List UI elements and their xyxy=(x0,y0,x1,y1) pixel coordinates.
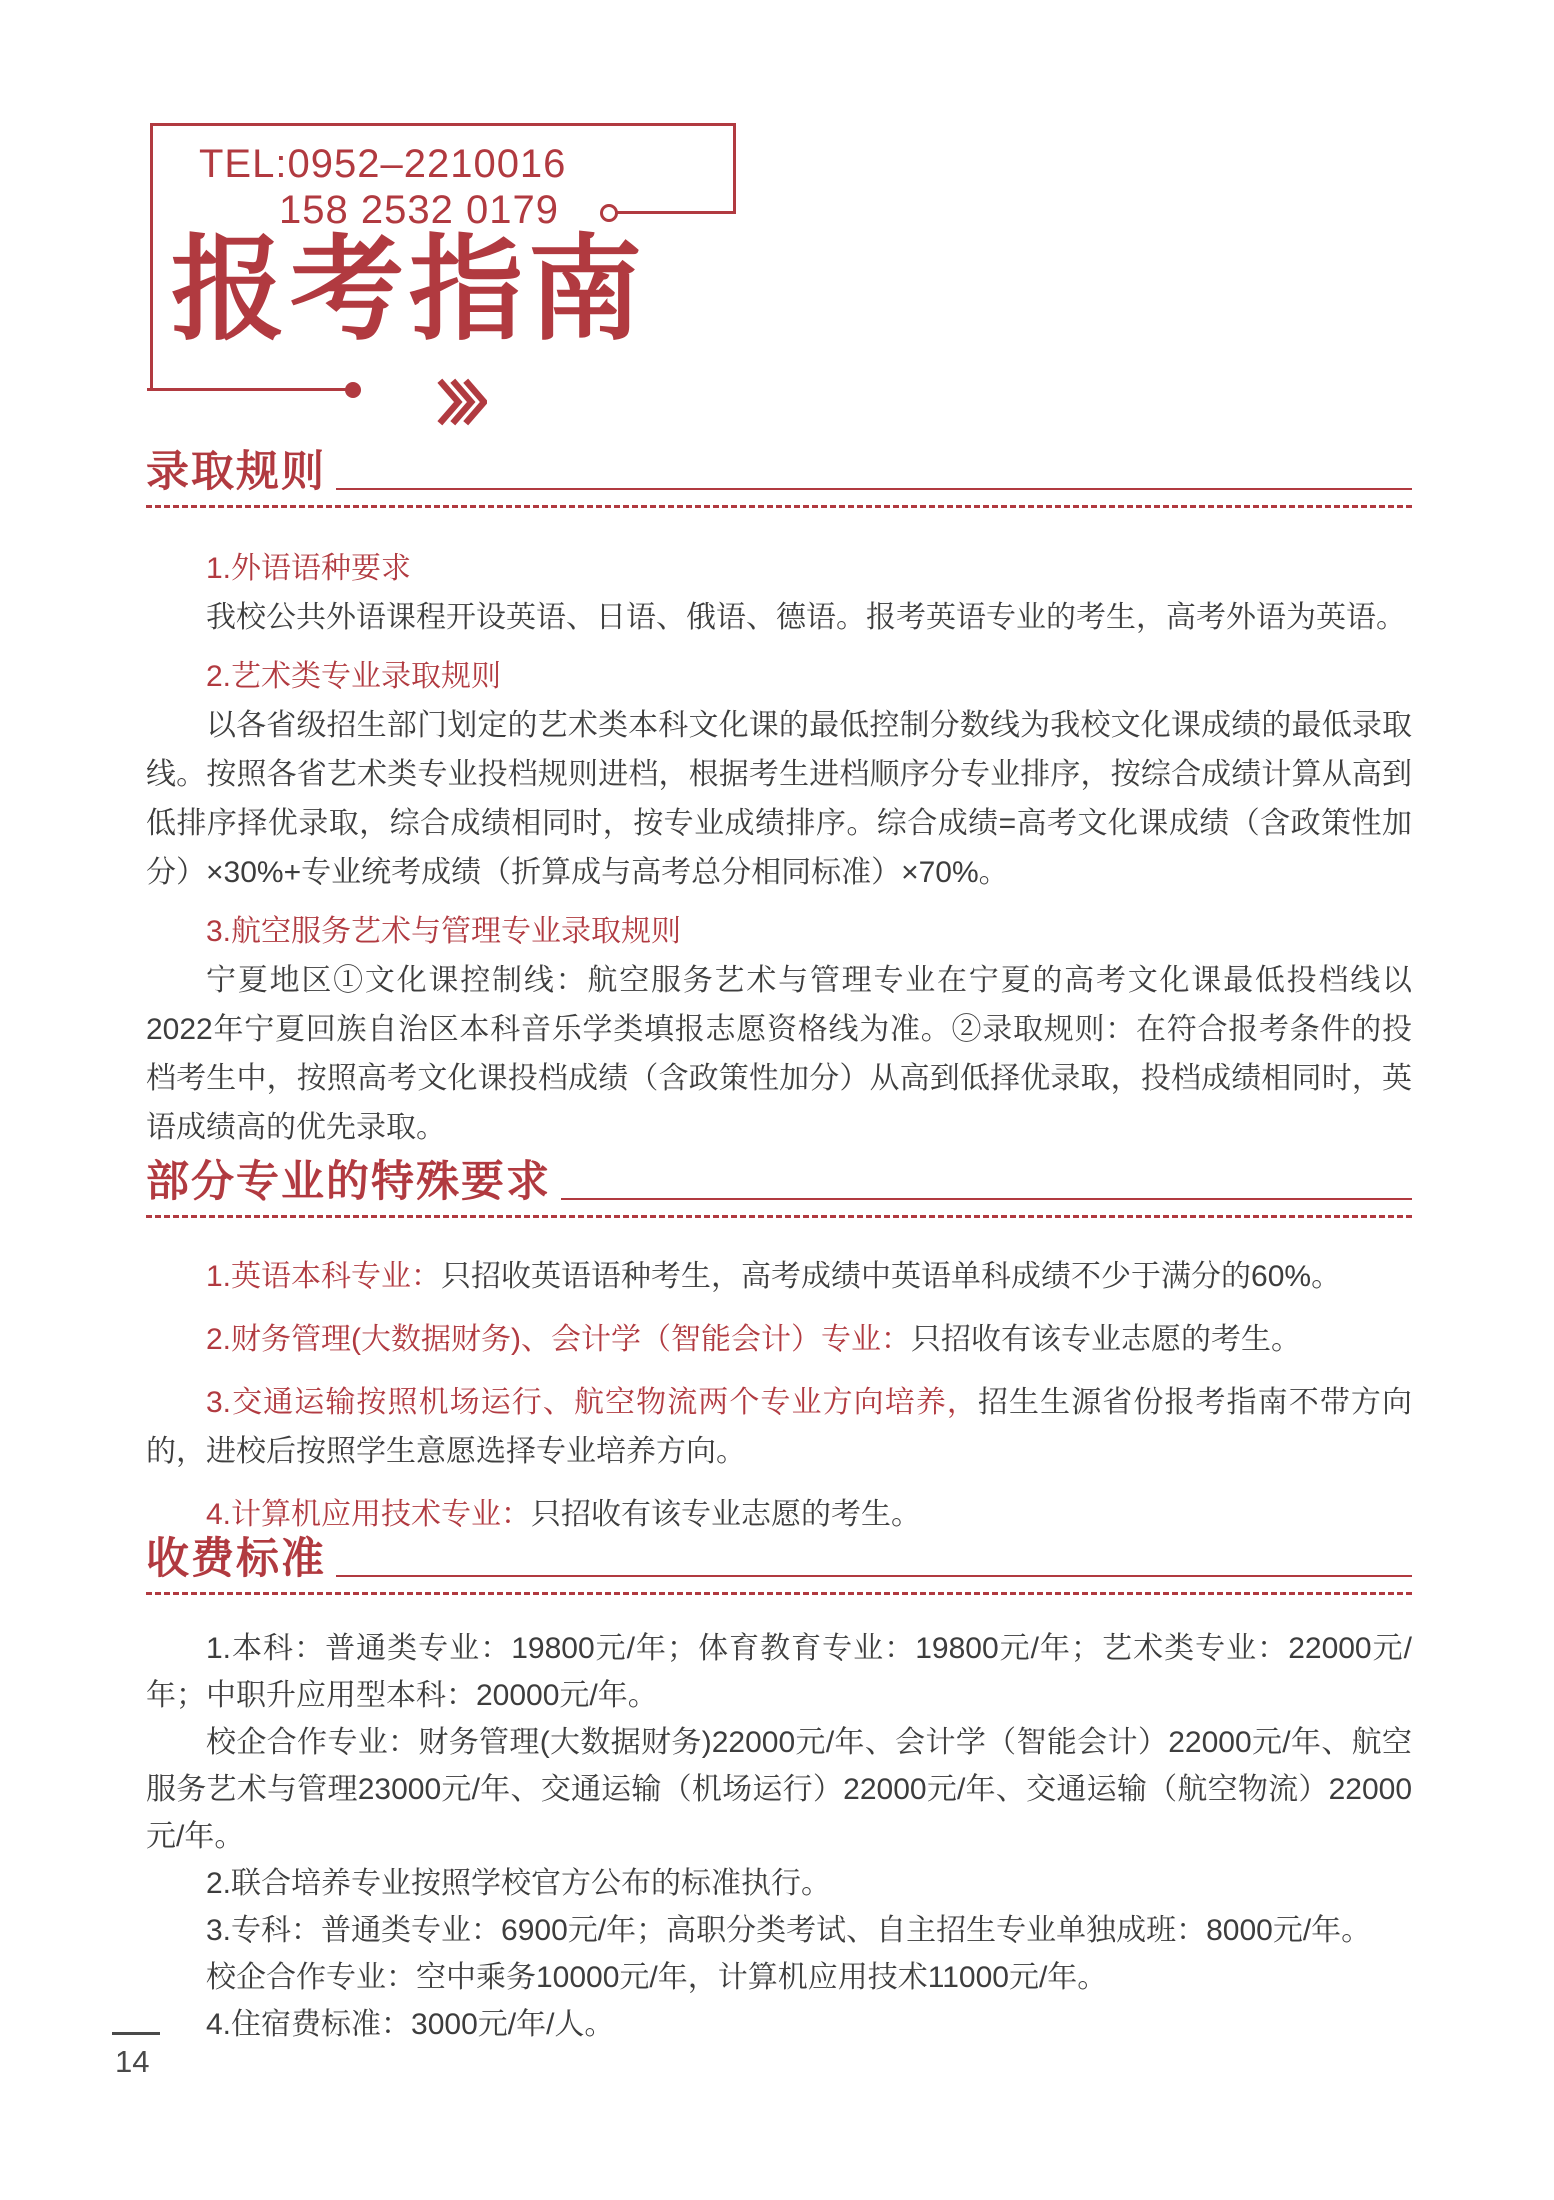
item-text: 只招收英语语种考生，高考成绩中英语单科成绩不少于满分的60%。 xyxy=(441,1260,1342,1294)
paragraph-college-fees: 3.专科：普通类专业：6900元/年；高职分类考试、自主招生专业单独成班：8000元/年。 xyxy=(206,1914,1372,1948)
dashed-divider xyxy=(146,1592,1412,1595)
section-heading-row xyxy=(146,1535,1412,1584)
item-label: 3.交通运输按照机场运行、航空物流两个专业方向培养， xyxy=(206,1386,978,1420)
section-body xyxy=(146,544,1412,1152)
subheading-aviation-service: 3.航空服务艺术与管理专业录取规则 xyxy=(206,915,682,949)
frame-right-segment xyxy=(733,126,736,214)
item-text: 只招收有该专业志愿的考生。 xyxy=(531,1498,922,1532)
circle-connector-icon xyxy=(600,204,618,222)
masthead-frame xyxy=(150,123,736,388)
page-number: 14 xyxy=(115,2044,150,2079)
page-number-rule xyxy=(112,2032,160,2035)
section-heading-row xyxy=(146,1158,1412,1207)
list-item xyxy=(146,1315,1412,1364)
heading-baseline-rule xyxy=(336,1575,1412,1577)
item-label: 4.计算机应用技术专业： xyxy=(206,1498,532,1532)
list-item xyxy=(146,1490,1412,1539)
triple-chevron-icon xyxy=(437,378,487,426)
heading-baseline-rule xyxy=(336,488,1412,490)
item-text: 只招收有该专业志愿的考生。 xyxy=(911,1323,1301,1357)
section-admission-rules xyxy=(146,448,1412,1152)
phone-number-secondary: 158 2532 0179 xyxy=(279,188,559,232)
section-heading: 录取规则 xyxy=(146,448,326,496)
section-heading: 部分专业的特殊要求 xyxy=(146,1158,551,1206)
heading-baseline-rule xyxy=(561,1198,1412,1200)
paragraph-cooperative-undergraduate-fees: 校企合作专业：财务管理(大数据财务)22000元/年、会计学（智能会计）22000元/年、航空服务艺术与管理23000元/年、交通运输（机场运行）22000元/年、交通运输（航空物流）22000元/年。 xyxy=(146,1726,1412,1854)
item-label: 2.财务管理(大数据财务)、会计学（智能会计）专业： xyxy=(206,1323,911,1357)
connector-line xyxy=(614,211,736,214)
page-title: 报考指南 xyxy=(171,222,648,356)
dashed-divider xyxy=(146,505,1412,508)
paragraph: 宁夏地区①文化课控制线：航空服务艺术与管理专业在宁夏的高考文化课最低投档线以2022年宁夏回族自治区本科音乐学类填报志愿资格线为准。②录取规则：在符合报考条件的投档考生中，按照高考文化课投档成绩（含政策性加分）从高到低择优录取，投档成绩相同时，英语成绩高的优先录取。 xyxy=(146,964,1412,1145)
section-fees xyxy=(146,1535,1412,2048)
paragraph-undergraduate-fees: 1.本科：普通类专业：19800元/年；体育教育专业：19800元/年；艺术类专业：22000元/年；中职升应用型本科：20000元/年。 xyxy=(146,1632,1412,1713)
section-heading-row xyxy=(146,448,1412,497)
subheading-art-majors: 2.艺术类专业录取规则 xyxy=(206,660,502,694)
corner-dot-icon xyxy=(345,382,361,398)
paragraph-accommodation-fee: 4.住宿费标准：3000元/年/人。 xyxy=(206,2008,615,2042)
section-body xyxy=(146,1252,1412,1539)
paragraph-joint-training: 2.联合培养专业按照学校官方公布的标准执行。 xyxy=(206,1867,832,1901)
section-heading: 收费标准 xyxy=(146,1535,326,1583)
item-label: 1.英语本科专业： xyxy=(206,1260,442,1294)
phone-number-primary: TEL:0952–2210016 xyxy=(199,142,567,186)
paragraph: 以各省级招生部门划定的艺术类本科文化课的最低控制分数线为我校文化课成绩的最低录取线。按照各省艺术类专业投档规则进档，根据考生进档顺序分专业排序，按综合成绩计算从高到低排序择优录取，综合成绩相同时，按专业成绩排序。综合成绩=高考文化课成绩（含政策性加分）×30%+专业统考成绩（折算成与高考总分相同标准）×70%。 xyxy=(146,709,1412,890)
item-text: 招生生源省份报考指南不带方向的，进校后按照学生意愿选择专业培养方向。 xyxy=(146,1386,1412,1469)
section-body xyxy=(146,1625,1412,2048)
list-item xyxy=(146,1252,1412,1301)
paragraph: 我校公共外语课程开设英语、日语、俄语、德语。报考英语专业的考生，高考外语为英语。 xyxy=(206,601,1406,635)
paragraph-cooperative-college-fees: 校企合作专业：空中乘务10000元/年，计算机应用技术11000元/年。 xyxy=(206,1961,1108,1995)
section-special-requirements xyxy=(146,1158,1412,1553)
subheading-foreign-language: 1.外语语种要求 xyxy=(206,552,412,586)
list-item xyxy=(146,1378,1412,1476)
dashed-divider xyxy=(146,1215,1412,1218)
frame-bottom-segment xyxy=(147,388,347,391)
